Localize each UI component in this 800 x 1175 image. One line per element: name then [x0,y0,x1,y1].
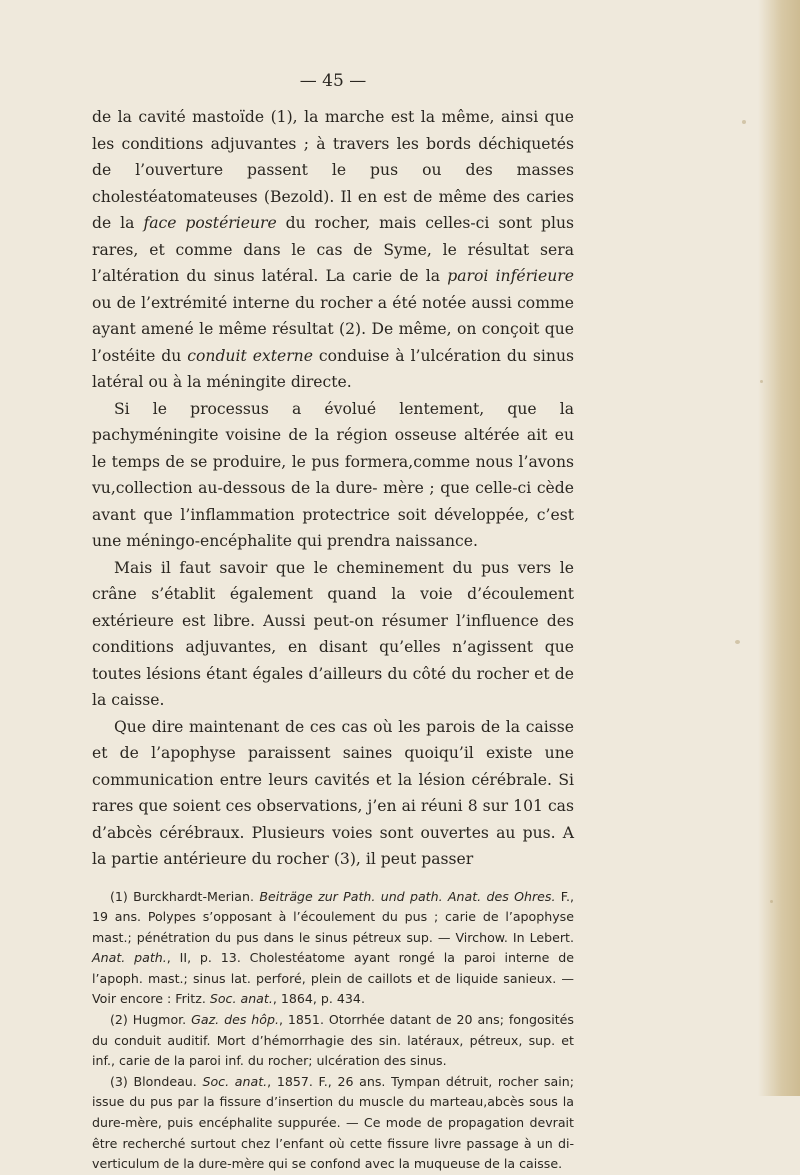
text-run: , 1864, p. 434. [272,991,365,1007]
italic-run: Anat. path. [92,950,167,966]
text-run: , 1851. Otorrhée datant de 20 ans; fongosités du conduit auditif. Mort d’hémorrhagie des sin. latéraux, pétreux, sup. et inf., carie de la paroi inf. du rocher; ulcération des sinus. [92,1012,574,1069]
text-run: (1) Burckhardt-Merian. [110,888,260,904]
paper-speck [735,640,740,644]
paragraph [92,714,574,873]
footnotes [92,887,574,1175]
text-run: (3) Blondeau. [110,1073,203,1089]
footnote [92,1010,574,1072]
text-run: Si le processus a évolué lentement, que la pachyméningite voisine de la région osseuse altérée ait eu le temps de se produire, le pus formera,comme nous l’avons vu,collection au-dessous de la dure- mère ; que celle-ci cède avant que l’inflammation protectrice soit développée, c’est une méningo-encéphalite qui prendra naissance. [92,399,574,550]
italic-run: conduit externe [187,346,313,365]
paper-speck [742,120,746,124]
text-run: ou de l’extrémité interne du rocher a été notée aussi comme ayant amené le même résultat (2). De même, on conçoit que l’ostéite du [92,293,574,365]
text-run: , II, p. 13. Cholestéatome ayant rongé la paroi interne de l’apoph. mast.; sinus lat. perforé, plein de caillots et de liquide sanieux. — Voir encore : Fritz. [92,950,574,1007]
text-run: , 1857. F., 26 ans. Tympan détruit, rocher sain; issue du pus par la fissure d’insertion du muscle du marteau,abcès sous la dure-mère, puis encéphalite suppurée. — Ce mode de propagation devrait être recherché surtout chez l’enfant où cette fissure livre passage à un diverticulum de la dure-mère qui se confond avec la muqueuse de la caisse. [92,1073,574,1172]
italic-run: paroi inférieure [447,267,574,285]
italic-run: Soc. anat. [209,991,273,1007]
italic-run: face postérieure [143,214,277,232]
paper-edge [758,0,800,1096]
text-run: du rocher, mais celles-ci sont plus rares, et comme dans le cas de Syme, le résultat sera l’altération du sinus latéral. La carie de la [92,214,575,285]
italic-run: Soc. anat. [202,1073,268,1089]
paper-speck [770,900,773,903]
italic-run: Gaz. des hôp. [191,1012,279,1028]
body-text [92,104,574,873]
text-run: conduise à l’ulcération du sinus latéral ou à la méningite directe. [92,346,574,391]
paragraph [92,555,574,714]
footnote [92,1072,574,1175]
text-run: F., 19 ans. Polypes s’opposant à l’écoulement du pus ; carie de l’apophyse mast.; pénétration du pus dans le sinus pétreux sup. — Virchow. In Lebert. [92,888,574,945]
book-page [92,70,574,1175]
page-number: — 45 — [299,71,367,91]
text-run: Mais il faut savoir que le cheminement du pus vers le crâne s’établit également quand la voie d’écoulement extérieure est libre. Aussi peut-on résumer l’influence des conditions adjuvantes, en disant qu’elles n’agissent que toutes lésions étant égales d’ailleurs du côté du rocher et de la caisse. [92,558,574,709]
text-run: Que dire maintenant de ces cas où les parois de la caisse et de l’apophyse paraissent saines quoiqu’il existe une communication entre leurs cavités et la lésion cérébrale. Si rares que soient ces observations, j’en ai réuni 8 sur 101 cas d’abcès cérébraux. Plusieurs voies sont ouvertes au pus. A la partie antérieure du rocher (3), il peut passer [92,717,574,868]
text-run: de la cavité mastoïde (1), la marche est la même, ainsi que les conditions adjuvantes ; à travers les bords déchiquetés de l’ouverture passent le pus ou des masses cholestéatomateuses (Bezold). Il en est de même des caries de la [92,108,574,232]
text-run: (2) Hugmor. [110,1012,192,1028]
italic-run: Beiträge zur Path. und path. Anat. des Ohres. [259,888,556,904]
paper-speck [760,380,763,383]
footnote [92,887,574,1011]
paragraph [92,104,574,396]
paragraph [92,396,574,555]
